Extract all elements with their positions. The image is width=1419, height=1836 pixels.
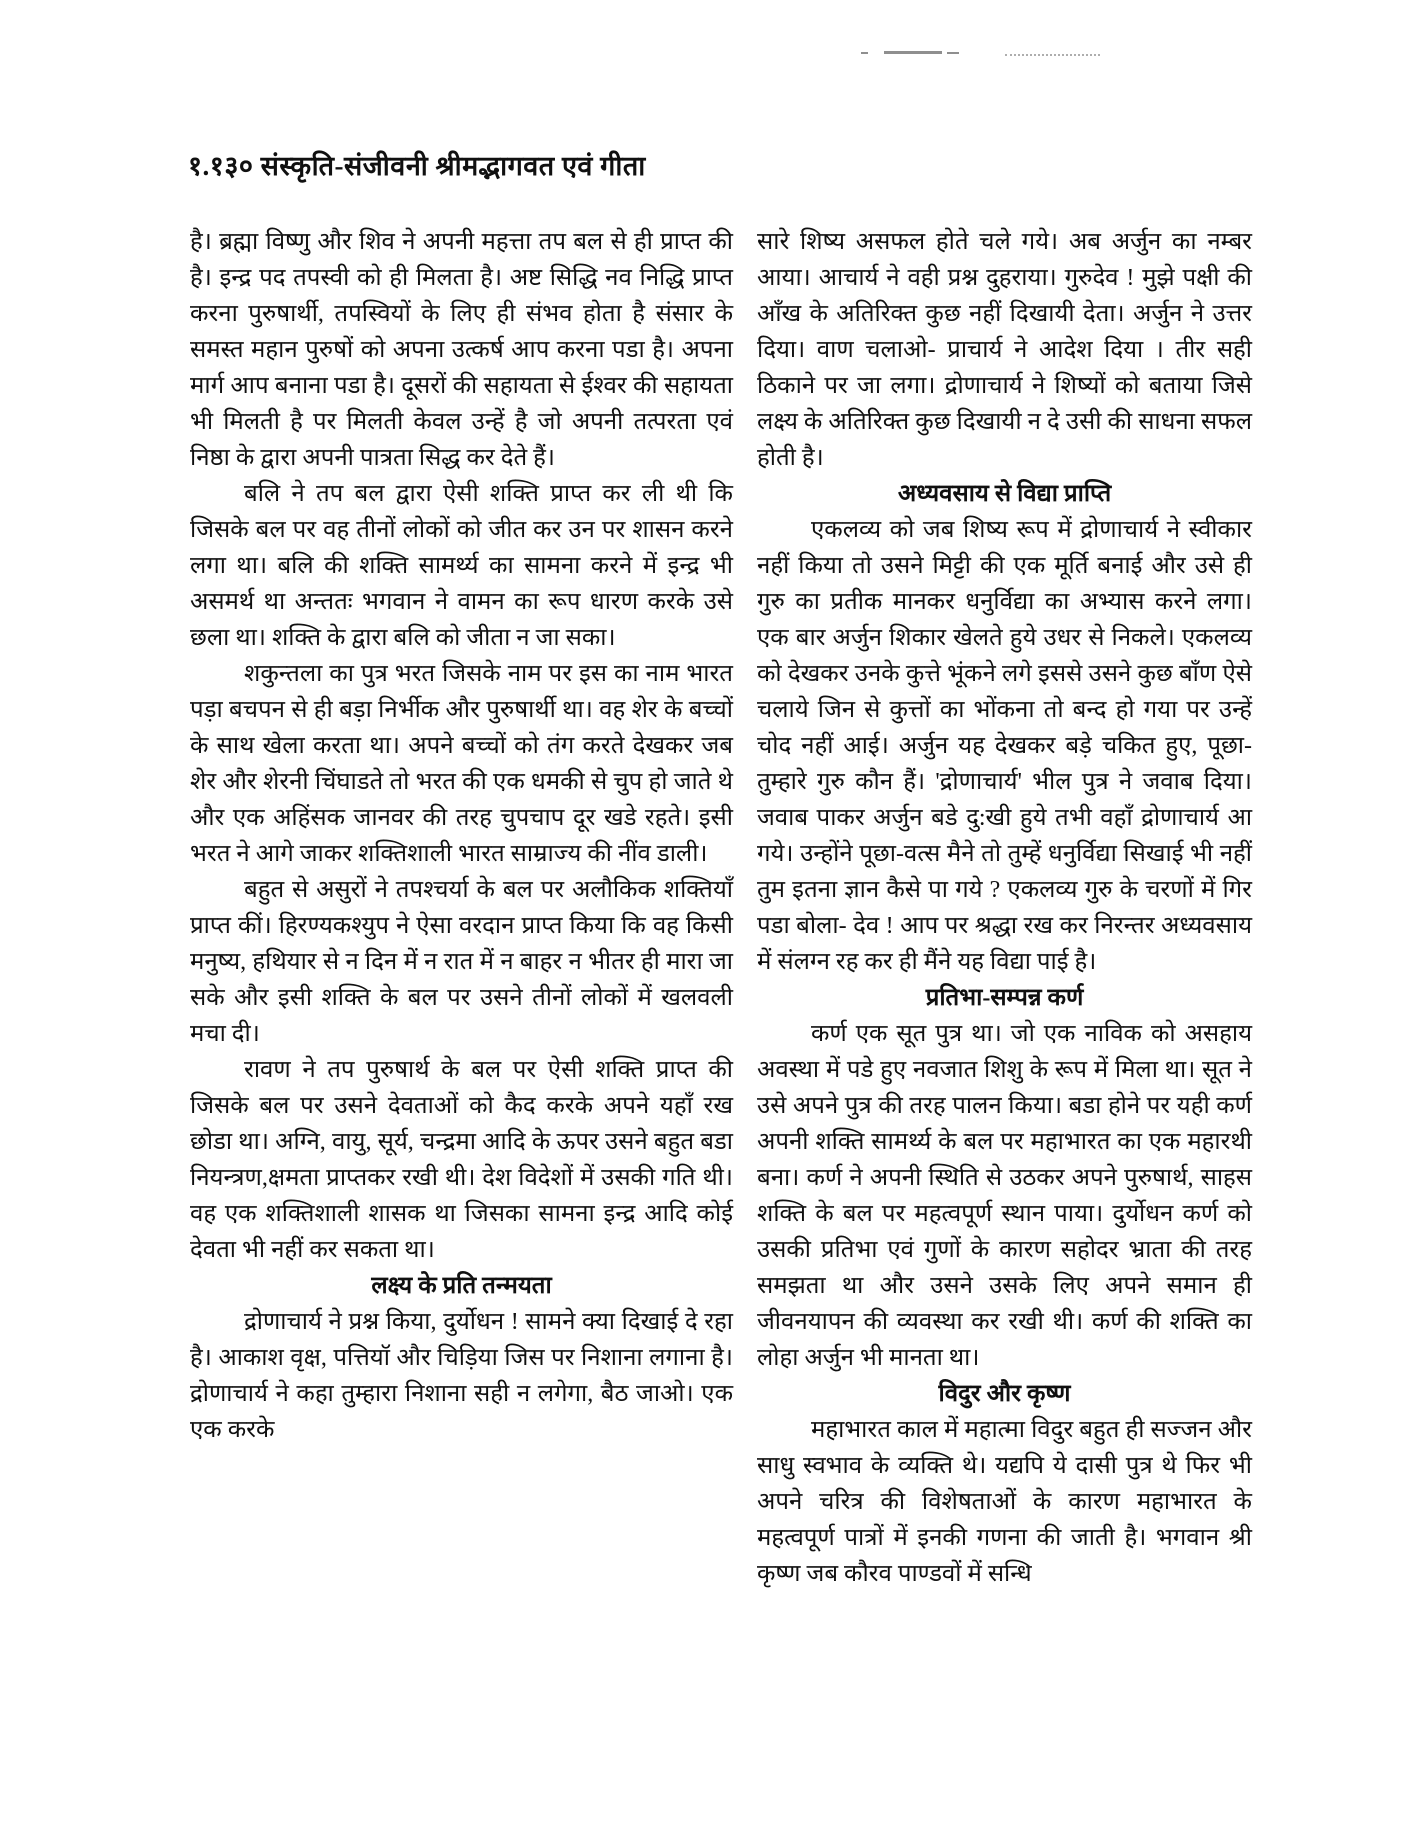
body-paragraph: है। ब्रह्मा विष्णु और शिव ने अपनी महत्ता तप बल से ही प्राप्त की है। इन्द्र पद तपस्वी को ही मिलता है। अष्ट सिद्धि नव निद्धि प्राप्त करना पुरुषार्थी, तपस्वियों के लिए ही संभव होता है संसार के समस्त महान पुरुषों को अपना उत्कर्ष आप करना पडा है। अपना मार्ग आप बनाना पडा है। दूसरों की सहायता से ईश्वर की सहायता भी मिलती है पर मिलती केवल उन्हें है जो अपनी तत्परता एवं निष्ठा के द्वारा अपनी पात्रता सिद्ध कर देते हैं। — [190, 229, 733, 471]
section-heading: प्रतिभा-सम्पन्न कर्ण — [925, 985, 1084, 1011]
section-heading: अध्यवसाय से विद्या प्राप्ति — [897, 481, 1112, 507]
section-heading: लक्ष्य के प्रति तन्मयता — [371, 1273, 552, 1299]
scan-artifact-dash — [861, 52, 868, 54]
body-paragraph: बहुत से असुरों ने तपश्चर्या के बल पर अलौकिक शक्तियाँ प्राप्त कीं। हिरण्यकश्युप ने ऐसा वरदान प्राप्त किया कि वह किसी मनुष्य, हथियार से न दिन में न रात में न बाहर न भीतर ही मारा जा सके और इसी शक्ति के बल पर उसने तीनों लोकों में खलवली मचा दी। — [190, 877, 733, 1047]
body-paragraph: सारे शिष्य असफल होते चले गये। अब अर्जुन का नम्बर आया। आचार्य ने वही प्रश्न दुहराया। गुरुदेव ! मुझे पक्षी की आँख के अतिरिक्त कुछ नहीं दिखायी देता। अर्जुन ने उत्तर दिया। वाण चलाओ- प्राचार्य ने आदेश दिया । तीर सही ठिकाने पर जा लगा। द्रोणाचार्य ने शिष्यों को बताया जिसे लक्ष्य के अतिरिक्त कुछ दिखायी न दे उसी की साधना सफल होती है। — [757, 229, 1252, 471]
body-paragraph: द्रोणाचार्य ने प्रश्न किया, दुर्योधन ! सामने क्या दिखाई दे रहा है। आकाश वृक्ष, पत्तियॉ और चिड़िया जिस पर निशाना लगाना है। द्रोणाचार्य ने कहा तुम्हारा निशाना सही न लगेगा, बैठ जाओ। एक एक करके — [190, 1309, 733, 1443]
body-paragraph: शकुन्तला का पुत्र भरत जिसके नाम पर इस का नाम भारत पड़ा बचपन से ही बड़ा निर्भीक और पुरुषार्थी था। वह शेर के बच्चों के साथ खेला करता था। अपने बच्चों को तंग करते देखकर जब शेर और शेरनी चिंघाडते तो भरत की एक धमकी से चुप हो जाते थे और एक अहिंसक जानवर की तरह चुपचाप दूर खडे रहते। इसी भरत ने आगे जाकर शक्तिशाली भारत साम्राज्य की नींव डाली। — [190, 661, 733, 867]
body-paragraph: कर्ण एक सूत पुत्र था। जो एक नाविक को असहाय अवस्था में पडे हुए नवजात शिशु के रूप में मिला था। सूत ने उसे अपने पुत्र की तरह पालन किया। बडा होने पर यही कर्ण अपनी शक्ति सामर्थ्य के बल पर महाभारत का एक महारथी बना। कर्ण ने अपनी स्थिति से उठकर अपने पुरुषार्थ, साहस शक्ति के बल पर महत्वपूर्ण स्थान पाया। दुर्योधन कर्ण को उसकी प्रतिभा एवं गुणों के कारण सहोदर भ्राता की तरह समझता था और उसने उसके लिए अपने समान ही जीवनयापन की व्यवस्था कर रखी थी। कर्ण की शक्ति का लोहा अर्जुन भी मानता था। — [757, 1021, 1252, 1371]
scan-artifact-line — [884, 51, 942, 54]
body-paragraph: बलि ने तप बल द्वारा ऐसी शक्ति प्राप्त कर ली थी कि जिसके बल पर वह तीनों लोकों को जीत कर उन पर शासन करने लगा था। बलि की शक्ति सामर्थ्य का सामना करने में इन्द्र भी असमर्थ था अन्ततः भगवान ने वामन का रूप धारण करके उसे छला था। शक्ति के द्वारा बलि को जीता न जा सका। — [190, 481, 733, 651]
section-heading: विदुर और कृष्ण — [938, 1381, 1071, 1407]
page-title: १.१३० संस्कृति-संजीवनी श्रीमद्भागवत एवं गीता — [188, 151, 646, 181]
body-paragraph: एकलव्य को जब शिष्य रूप में द्रोणाचार्य ने स्वीकार नहीं किया तो उसने मिट्टी की एक मूर्ति बनाई और उसे ही गुरु का प्रतीक मानकर धनुर्विद्या का अभ्यास करने लगा। एक बार अर्जुन शिकार खेलते हुये उधर से निकले। एकलव्य को देखकर उनके कुत्ते भूंकने लगे इससे उसने कुछ बाँण ऐसे चलाये जिन से कुत्तों का भोंकना तो बन्द हो गया पर उन्हें चोद नहीं आई। अर्जुन यह देखकर बड़े चकित हुए, पूछा-तुम्हारे गुरु कौन हैं। 'द्रोणाचार्य' भील पुत्र ने जवाब दिया। जवाब पाकर अर्जुन बडे दु:खी हुये तभी वहाँ द्रोणाचार्य आ गये। उन्होंने पूछा-वत्स मैने तो तुम्हें धनुर्विद्या सिखाई भी नहीं तुम इतना ज्ञान कैसे पा गये ? एकलव्य गुरु के चरणों में गिर पडा बोला- देव ! आप पर श्रद्धा रख कर निरन्तर अध्यवसाय में संलग्न रह कर ही मैंने यह विद्या पाई है। — [757, 517, 1252, 975]
right-column — [757, 224, 1252, 1592]
left-column — [190, 224, 733, 1592]
scan-artifact-dash — [947, 52, 959, 54]
body-paragraph: रावण ने तप पुरुषार्थ के बल पर ऐसी शक्ति प्राप्त की जिसके बल पर उसने देवताओं को कैद करके अपने यहाँ रख छोडा था। अग्नि, वायु, सूर्य, चन्द्रमा आदि के ऊपर उसने बहुत बडा नियन्त्रण,क्षमता प्राप्तकर रखी थी। देश विदेशों में उसकी गति थी। वह एक शक्तिशाली शासक था जिसका सामना इन्द्र आदि कोई देवता भी नहीं कर सकता था। — [190, 1057, 733, 1263]
text-columns — [190, 224, 1252, 1592]
scan-artifact-dots — [1005, 54, 1100, 56]
body-paragraph: महाभारत काल में महात्मा विदुर बहुत ही सज्जन और साधु स्वभाव के व्यक्ति थे। यद्यपि ये दासी पुत्र थे फिर भी अपने चरित्र की विशेषताओं के कारण महाभारत के महत्वपूर्ण पात्रों में इनकी गणना की जाती है। भगवान श्री कृष्ण जब कौरव पाण्डवों में सन्धि — [757, 1417, 1252, 1587]
